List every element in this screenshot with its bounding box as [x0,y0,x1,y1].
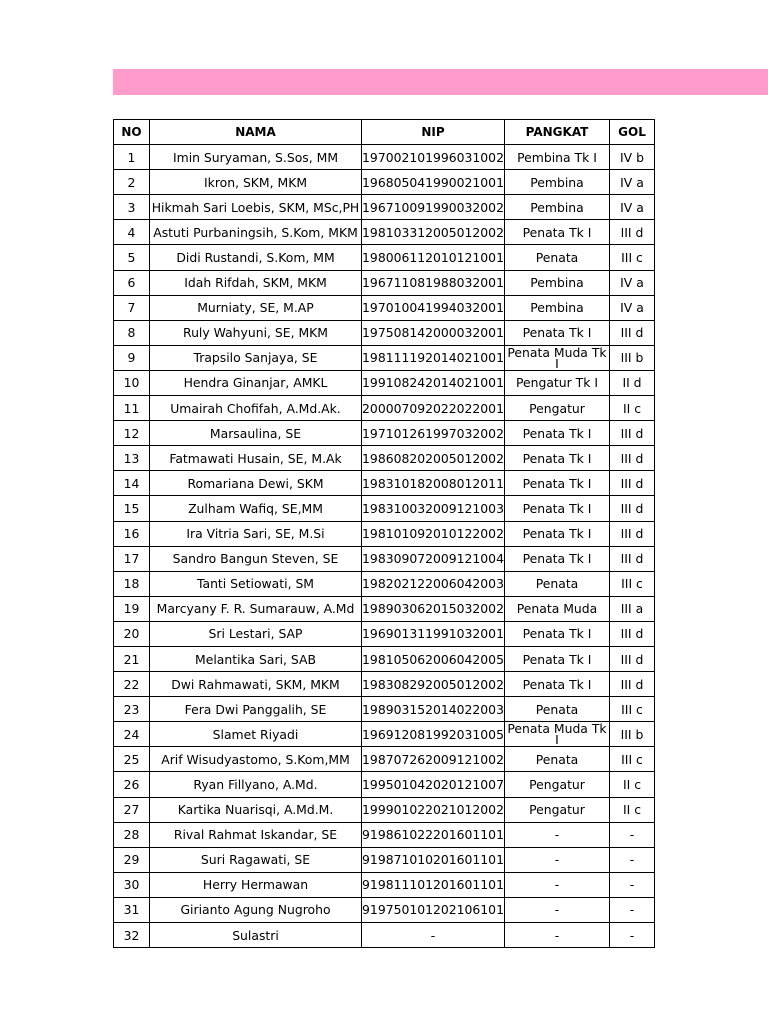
cell-gol: III b [610,722,655,747]
table-row [114,923,655,948]
cell-no: 30 [114,872,150,897]
column-header-pangkat: PANGKAT [505,120,610,145]
cell-nip: 197101261997032002 [362,421,505,446]
cell-nip: 200007092022022001 [362,396,505,421]
cell-pangkat: Pembina [505,195,610,220]
cell-nama: Murniaty, SE, M.AP [150,295,362,320]
column-header-gol: GOL [610,120,655,145]
cell-pangkat: Penata Tk I [505,546,610,571]
cell-pangkat: Penata Tk I [505,646,610,671]
table-row [114,897,655,922]
cell-nama: Sandro Bangun Steven, SE [150,546,362,571]
cell-pangkat: - [505,872,610,897]
table-row [114,471,655,496]
cell-pangkat: Pengatur Tk I [505,370,610,395]
cell-gol: III c [610,697,655,722]
cell-nama: Sulastri [150,923,362,948]
cell-no: 15 [114,496,150,521]
cell-no: 7 [114,295,150,320]
table-row [114,145,655,170]
cell-gol: III c [610,747,655,772]
cell-nip: 919811101201601101 [362,872,505,897]
cell-no: 20 [114,621,150,646]
cell-nip: 919861022201601101 [362,822,505,847]
table-row [114,772,655,797]
cell-nama: Rival Rahmat Iskandar, SE [150,822,362,847]
cell-gol: III c [610,245,655,270]
table-row [114,546,655,571]
cell-no: 29 [114,847,150,872]
table-row [114,295,655,320]
cell-nama: Ira Vitria Sari, SE, M.Si [150,521,362,546]
cell-gol: - [610,897,655,922]
cell-nama: Sri Lestari, SAP [150,621,362,646]
cell-pangkat: Penata Tk I [505,496,610,521]
cell-gol: III d [610,672,655,697]
cell-no: 4 [114,220,150,245]
cell-nip: 198111192014021001 [362,345,505,370]
cell-nama: Marsaulina, SE [150,421,362,446]
cell-no: 17 [114,546,150,571]
cell-nama: Dwi Rahmawati, SKM, MKM [150,672,362,697]
cell-pangkat: Penata Tk I [505,672,610,697]
cell-gol: - [610,872,655,897]
cell-pangkat: Penata Tk I [505,220,610,245]
table-row [114,596,655,621]
table-row [114,722,655,747]
cell-gol: III d [610,646,655,671]
cell-gol: III d [610,421,655,446]
cell-nip: 196711081988032001 [362,270,505,295]
table-body [114,145,655,948]
table-row [114,245,655,270]
cell-nama: Didi Rustandi, S.Kom, MM [150,245,362,270]
table-row [114,697,655,722]
cell-pangkat: Penata Muda [505,596,610,621]
cell-nip: 198105062006042005 [362,646,505,671]
cell-no: 32 [114,923,150,948]
cell-pangkat: Penata [505,747,610,772]
cell-pangkat: Pengatur [505,772,610,797]
table-row [114,446,655,471]
cell-no: 25 [114,747,150,772]
cell-nip: 198006112010121001 [362,245,505,270]
table-row [114,847,655,872]
table-row [114,747,655,772]
cell-nama: Ruly Wahyuni, SE, MKM [150,320,362,345]
cell-nama: Ikron, SKM, MKM [150,170,362,195]
cell-nip: 196912081992031005 [362,722,505,747]
cell-nama: Marcyany F. R. Sumarauw, A.Md [150,596,362,621]
cell-nama: Herry Hermawan [150,872,362,897]
table-row [114,646,655,671]
cell-no: 6 [114,270,150,295]
cell-pangkat: Penata Tk I [505,521,610,546]
cell-no: 5 [114,245,150,270]
table-row [114,170,655,195]
cell-nama: Zulham Wafiq, SE,MM [150,496,362,521]
cell-nama: Idah Rifdah, SKM, MKM [150,270,362,295]
cell-nip: - [362,923,505,948]
table-row [114,872,655,897]
cell-gol: - [610,847,655,872]
header-banner [113,69,768,95]
cell-no: 13 [114,446,150,471]
table-row [114,621,655,646]
table-row [114,571,655,596]
cell-gol: IV b [610,145,655,170]
cell-no: 16 [114,521,150,546]
cell-no: 14 [114,471,150,496]
cell-no: 18 [114,571,150,596]
cell-gol: II c [610,797,655,822]
cell-nip: 196710091990032002 [362,195,505,220]
cell-no: 8 [114,320,150,345]
table-row [114,370,655,395]
cell-gol: III d [610,471,655,496]
cell-pangkat: - [505,923,610,948]
cell-nip: 198310032009121003 [362,496,505,521]
cell-nip: 198707262009121002 [362,747,505,772]
cell-no: 12 [114,421,150,446]
table-row [114,270,655,295]
cell-nama: Fera Dwi Panggalih, SE [150,697,362,722]
table-row [114,195,655,220]
table-row [114,672,655,697]
cell-gol: IV a [610,195,655,220]
column-header-nama: NAMA [150,120,362,145]
cell-pangkat: Penata Tk I [505,621,610,646]
cell-nip: 198903152014022003 [362,697,505,722]
cell-pangkat: - [505,847,610,872]
cell-nip: 197002101996031002 [362,145,505,170]
cell-pangkat: Penata Tk I [505,421,610,446]
cell-gol: III c [610,571,655,596]
cell-pangkat: Penata [505,245,610,270]
cell-gol: III d [610,621,655,646]
cell-gol: III d [610,446,655,471]
cell-nip: 198309072009121004 [362,546,505,571]
cell-nip: 198608202005012002 [362,446,505,471]
cell-nama: Suri Ragawati, SE [150,847,362,872]
cell-pangkat: Pembina [505,295,610,320]
cell-gol: II d [610,370,655,395]
cell-nama: Melantika Sari, SAB [150,646,362,671]
cell-no: 31 [114,897,150,922]
cell-gol: II c [610,772,655,797]
cell-nip: 198103312005012002 [362,220,505,245]
cell-pangkat: Pembina [505,270,610,295]
cell-nip: 198903062015032002 [362,596,505,621]
table-row [114,320,655,345]
cell-nip: 199901022021012002 [362,797,505,822]
cell-pangkat: - [505,822,610,847]
cell-pangkat: Pengatur [505,396,610,421]
table-row [114,345,655,370]
cell-nama: Ryan Fillyano, A.Md. [150,772,362,797]
cell-no: 19 [114,596,150,621]
cell-no: 27 [114,797,150,822]
cell-nama: Hendra Ginanjar, AMKL [150,370,362,395]
cell-gol: III d [610,521,655,546]
cell-gol: III d [610,220,655,245]
table-row [114,220,655,245]
cell-gol: III b [610,345,655,370]
table-row [114,496,655,521]
cell-gol: IV a [610,170,655,195]
cell-pangkat: Penata Tk I [505,320,610,345]
cell-no: 24 [114,722,150,747]
column-header-nip: NIP [362,120,505,145]
cell-nip: 196805041990021001 [362,170,505,195]
cell-gol: - [610,822,655,847]
table-header-row [114,120,655,145]
cell-nip: 197508142000032001 [362,320,505,345]
cell-pangkat: Penata [505,571,610,596]
cell-gol: III d [610,496,655,521]
cell-pangkat: Penata Tk I [505,446,610,471]
cell-pangkat: Pengatur [505,797,610,822]
cell-nama: Slamet Riyadi [150,722,362,747]
cell-nama: Fatmawati Husain, SE, M.Ak [150,446,362,471]
cell-gol: III d [610,546,655,571]
cell-no: 3 [114,195,150,220]
cell-pangkat: Penata Muda Tk I [505,345,610,370]
column-header-no: NO [114,120,150,145]
cell-no: 1 [114,145,150,170]
cell-gol: IV a [610,270,655,295]
cell-gol: III d [610,320,655,345]
cell-pangkat: - [505,897,610,922]
table-row [114,396,655,421]
cell-nip: 198101092010122002 [362,521,505,546]
cell-no: 22 [114,672,150,697]
cell-pangkat: Penata Tk I [505,471,610,496]
cell-gol: - [610,923,655,948]
cell-no: 26 [114,772,150,797]
cell-nama: Hikmah Sari Loebis, SKM, MSc,PH [150,195,362,220]
cell-nama: Trapsilo Sanjaya, SE [150,345,362,370]
cell-gol: IV a [610,295,655,320]
cell-gol: II c [610,396,655,421]
cell-nip: 919750101202106101 [362,897,505,922]
cell-nip: 919871010201601101 [362,847,505,872]
cell-no: 28 [114,822,150,847]
table-row [114,797,655,822]
cell-no: 9 [114,345,150,370]
table-row [114,521,655,546]
cell-nip: 197010041994032001 [362,295,505,320]
cell-no: 2 [114,170,150,195]
cell-nip: 199108242014021001 [362,370,505,395]
cell-pangkat: Pembina Tk I [505,145,610,170]
cell-nama: Tanti Setiowati, SM [150,571,362,596]
employee-table [113,119,655,948]
cell-nip: 196901311991032001 [362,621,505,646]
cell-nama: Romariana Dewi, SKM [150,471,362,496]
cell-no: 11 [114,396,150,421]
cell-nama: Imin Suryaman, S.Sos, MM [150,145,362,170]
cell-nip: 198202122006042003 [362,571,505,596]
cell-no: 21 [114,646,150,671]
cell-nama: Arif Wisudyastomo, S.Kom,MM [150,747,362,772]
cell-pangkat: Penata Muda Tk I [505,722,610,747]
cell-nama: Umairah Chofifah, A.Md.Ak. [150,396,362,421]
cell-nip: 198308292005012002 [362,672,505,697]
table-row [114,822,655,847]
cell-pangkat: Pembina [505,170,610,195]
table-row [114,421,655,446]
cell-pangkat: Penata [505,697,610,722]
cell-nama: Kartika Nuarisqi, A.Md.M. [150,797,362,822]
cell-no: 10 [114,370,150,395]
cell-nama: Astuti Purbaningsih, S.Kom, MKM [150,220,362,245]
cell-nip: 198310182008012011 [362,471,505,496]
cell-nip: 199501042020121007 [362,772,505,797]
cell-gol: III a [610,596,655,621]
cell-nama: Girianto Agung Nugroho [150,897,362,922]
cell-no: 23 [114,697,150,722]
